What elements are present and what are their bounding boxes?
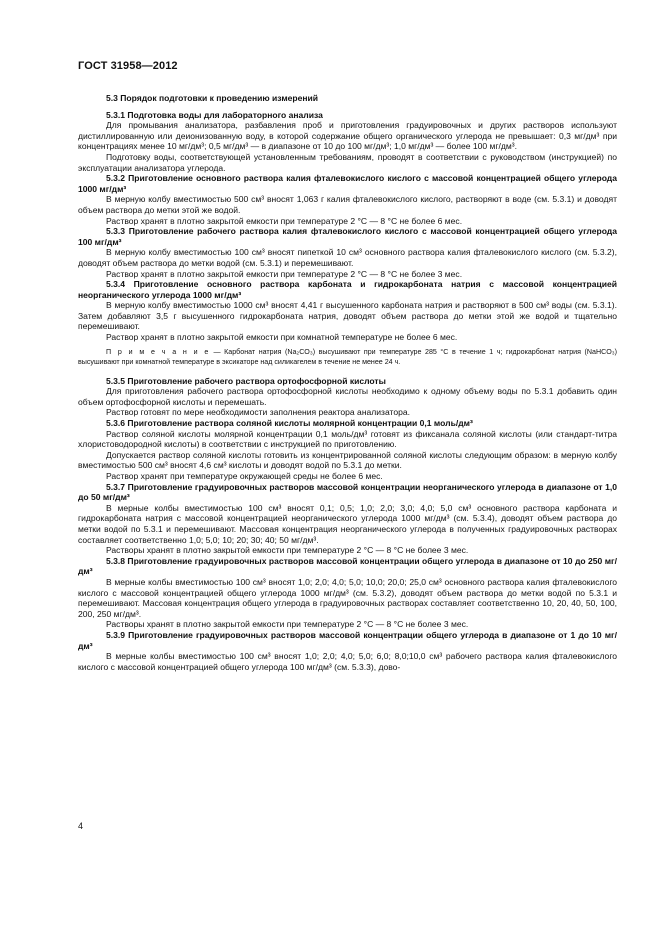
paragraph: Допускается раствор соляной кислоты готовить из концентрированной соляной кислоты следующим образом: в мерную колбу вместимостью 500 см³ вносят 4,6 см³ кислоты и доводят водой по 5.3.1 до метки. [78, 449, 617, 471]
subsection-heading: 5.3.6 Приготовление раствора соляной кислоты молярной концентрации 0,1 моль/дм³ [106, 418, 473, 429]
paragraph: Раствор хранят в плотно закрытой емкости при температуре 2 °С — 8 °С не более 6 мес. [106, 215, 463, 226]
document-body [78, 93, 617, 672]
subsection-heading: 5.3.8 Приготовление градуировочных растворов массовой концентрации общего углерода в диапазоне от 10 до 250 мг/дм³ [78, 555, 617, 577]
subsection-heading: 5.3.4 Приготовление основного раствора карбоната и гидрокарбоната натрия с массовой концентрацией неорганического углерода 1000 мг/дм³ [78, 279, 617, 300]
note-text: — Карбонат натрия (Na₂CO₃) высушивают при температуре 285 °С в течение 1 ч; гидрокарбонат натрия (NaHCO₃) высушивают при комнатной температуре в эксикаторе над силикагелем в течение не менее 24 ч. [78, 347, 617, 366]
paragraph: Для промывания анализатора, разбавления проб и приготовления градуировочных и других растворов используют дистиллированную или деионизованную воду, в которой содержание общего органического углерода не превышает: 0,3 мг/дм³ при концентрациях менее 10 мг/дм³; 0,5 мг/дм³ — в диапазоне от 10 до 100 мг/дм³; 1,0 мг/дм³ — более 100 мг/дм³. [78, 120, 617, 152]
paragraph: Раствор хранят в плотно закрытой емкости при комнатной температуре не более 6 мес. [106, 332, 458, 343]
page-header [78, 60, 617, 72]
paragraph: Растворы хранят в плотно закрытой емкости при температуре 2 °С — 8 °С не более 3 мес. [106, 619, 469, 630]
paragraph: В мерную колбу вместимостью 1000 см³ вносят 4,41 г высушенного карбоната натрия и растворяют в 500 см³ воды (см. 5.3.1). Затем добавляют 3,5 г высушенного гидрокарбоната натрия, доводят объем раствора до метки этой же водой и тщательно перемешивают. [78, 300, 617, 332]
section-title: 5.3 Порядок подготовки к проведению измерений [106, 93, 319, 103]
subsection-heading: 5.3.9 Приготовление градуировочных растворов массовой концентрации общего углерода в диапазоне от 1 до 10 мг/дм³ [78, 629, 617, 651]
note [78, 347, 617, 367]
paragraph: В мерные колбы вместимостью 100 см³ вносят 1,0; 2,0; 4,0; 5,0; 10,0; 20,0; 25,0 см³ основного раствора калия фталевокислого кислого с массовой концентрацией общего углерода 1000 мг/дм³ (см. 5.3.2), доводят объем раствора до метки водой по 5.3.1 и перемешивают. Массовая концентрация общего углерода в градуировочных растворах составляет соответственно 10, 20, 40, 50, 100, 200, 250 мг/дм³. [78, 576, 617, 619]
paragraph: Для приготовления рабочего раствора ортофосфорной кислоты необходимо к одному объему воды по 5.3.1 добавить один объем ортофосфорной кислоты и перемешать. [78, 386, 617, 407]
subsection-heading: 5.3.2 Приготовление основного раствора калия фталевокислого кислого с массовой концентрацией общего углерода 1000 мг/дм³ [78, 173, 617, 194]
note-label: П р и м е ч а н и е [106, 347, 210, 356]
paragraph: Раствор соляной кислоты молярной концентрации 0,1 моль/дм³ готовят из фиксанала соляной кислоты (или стандарт-титра хлористоводородной кислоты) в соответствии с инструкцией по приготовлению. [78, 428, 617, 450]
subsection-heading: 5.3.5 Приготовление рабочего раствора ортофосфорной кислоты [106, 375, 386, 386]
paragraph: В мерную колбу вместимостью 500 см³ вносят 1,063 г калия фталевокислого кислого, растворяют в воде (см. 5.3.1) и доводят объем раствора до метки этой же водой. [78, 194, 617, 215]
paragraph: Раствор готовят по мере необходимости заполнения реактора анализатора. [106, 407, 410, 418]
paragraph: В мерные колбы вместимостью 100 см³ вносят 0,1; 0,5; 1,0; 2,0; 3,0; 4,0; 5,0 см³ основного раствора карбоната и гидрокарбоната натрия с массовой концентрацией неорганического углерода 1000 мг/дм³ (см. 5.3.4), доводят объем раствора до метки водой по 5.3.1 и перемешивают. Массовая концентрация неорганического углерода в полученных градуировочных растворах составляет соответственно 1,0; 5,0; 10; 20; 30; 40; 50 мг/дм³. [78, 502, 617, 545]
paragraph: Растворы хранят в плотно закрытой емкости при температуре 2 °С — 8 °С не более 3 мес. [106, 545, 469, 556]
paragraph: Раствор хранят при температуре окружающей среды не более 6 мес. [106, 471, 383, 481]
subsection-heading: 5.3.1 Подготовка воды для лабораторного анализа [106, 109, 323, 120]
paragraph: Раствор хранят в плотно закрытой емкости при температуре 2 °С — 8 °С не более 3 мес. [106, 268, 463, 279]
paragraph: Подготовку воды, соответствующей установленным требованиям, проводят в соответствии с руководством (инструкцией) по эксплуатации анализатора углерода. [78, 151, 617, 173]
subsection-heading: 5.3.3 Приготовление рабочего раствора калия фталевокислого кислого с массовой концентрацией общего углерода 100 мг/дм³ [78, 226, 617, 247]
standard-designation: ГОСТ 31958—2012 [78, 60, 178, 72]
paragraph: В мерную колбу вместимостью 100 см³ вносят пипеткой 10 см³ основного раствора калия фталевокислого кислого (см. 5.3.2), доводят объем раствора до метки водой (см. 5.3.1) и перемешивают. [78, 247, 617, 268]
subsection-heading: 5.3.7 Приготовление градуировочных растворов массовой концентрации неорганического углерода в диапазоне от 1,0 до 50 мг/дм³ [78, 481, 617, 503]
page-number: 4 [78, 821, 84, 831]
paragraph: В мерные колбы вместимостью 100 см³ вносят 1,0; 2,0; 4,0; 5,0; 6,0; 8,0;10,0 см³ рабочего раствора калия фталевокислого кислого с массовой концентрацией общего углерода 100 мг/дм³ (см. 5.3.3), дово- [78, 651, 617, 672]
